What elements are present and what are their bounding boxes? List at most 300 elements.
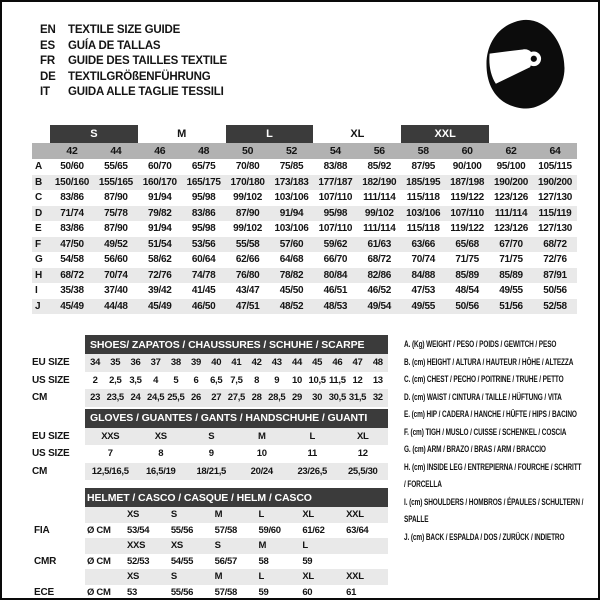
measure-value-cell: 50/60 (60, 161, 84, 173)
value-cell: XL (338, 428, 389, 446)
measure-value-cell: 182/190 (357, 175, 401, 191)
table-title-row (32, 335, 388, 354)
size-number-cell: 54 (313, 143, 357, 159)
table-title-row (32, 409, 388, 428)
gloves-size-table (32, 409, 388, 481)
measure-value-cell: 107/110 (318, 223, 353, 235)
value-cell (344, 538, 388, 554)
size-number-cell: 52 (270, 143, 314, 159)
value-cell: 59 (302, 555, 313, 567)
measurement-legend-list (404, 336, 584, 546)
value-cell: 8 (254, 374, 260, 386)
value-cell: 27 (206, 389, 226, 407)
measure-row-f (32, 237, 577, 253)
row-label: ECE (34, 586, 54, 598)
measure-value-cell: 57/60 (270, 237, 314, 253)
value-cell: 5 (173, 374, 179, 386)
measure-letter: H (32, 268, 50, 284)
measure-value-cell: 115/118 (406, 192, 440, 204)
measure-value-cell: 70/74 (411, 254, 435, 266)
accessory-tables (32, 335, 388, 600)
value-cell: 60 (302, 586, 313, 598)
value-cell: 31,5 (347, 389, 367, 407)
measure-letter: A (35, 161, 42, 173)
measure-value-cell: 55/65 (104, 161, 128, 173)
value-cell: XXS (85, 428, 136, 446)
measure-value-cell: 99/102 (233, 192, 262, 204)
measure-value-cell: 99/102 (357, 206, 401, 222)
legend-item-d: D. (cm) WAIST / CINTURA / TAILLE / HÜFTUNG / VITA (404, 391, 562, 402)
value-cell: 61/62 (302, 524, 325, 536)
measure-value-cell: 87/95 (411, 161, 435, 173)
size-group-l: L (226, 125, 314, 143)
measure-value-cell: 119/122 (450, 192, 484, 204)
value-cell: 26 (186, 389, 206, 407)
value-cell: 2 (92, 374, 98, 386)
measure-row-b (32, 175, 577, 191)
measure-value-cell: 187/198 (445, 175, 489, 191)
measure-value-cell: 83/86 (182, 206, 226, 222)
measure-value-cell: 49/55 (401, 299, 445, 315)
measure-value-cell: 76/80 (226, 268, 270, 284)
measure-value-cell: 80/84 (313, 268, 357, 284)
measure-value-cell: 63/66 (401, 237, 445, 253)
value-cell: 25,5/30 (338, 463, 389, 481)
measure-value-cell: 62/66 (235, 254, 260, 266)
measure-value-cell: 46/51 (323, 285, 348, 297)
size-number-cell: 50 (226, 143, 270, 159)
measure-value-cell: 84/88 (401, 268, 445, 284)
measure-row-h (32, 268, 577, 284)
value-cell: 46 (327, 354, 347, 372)
measure-value-cell: 74/78 (182, 268, 226, 284)
value-cell: XXS (125, 538, 169, 554)
measure-value-cell: 78/82 (270, 268, 314, 284)
measure-value-cell: 173/183 (270, 175, 314, 191)
size-group-row (32, 125, 577, 143)
value-cell: 36 (125, 354, 145, 372)
measure-value-cell: 35/38 (60, 285, 84, 297)
measure-value-cell: 95/100 (496, 161, 526, 173)
measure-value-cell: 127/130 (537, 223, 573, 235)
value-cell: 48 (368, 354, 388, 372)
measure-value-cell: 160/170 (138, 175, 182, 191)
row-label-spacer (32, 538, 85, 554)
language-code: FR (40, 55, 55, 67)
legend-item-c: C. (cm) CHEST / PECHO / POITRINE / TRUHE / PETTO (404, 374, 564, 384)
value-cell: 30 (307, 389, 327, 407)
page-header (2, 2, 598, 116)
measure-value-cell: 123/126 (493, 192, 529, 204)
measure-value-cell: 95/98 (191, 223, 216, 235)
value-cell: 2,5 (109, 374, 122, 386)
table-row (32, 354, 388, 372)
value-cell: S (169, 569, 213, 585)
value-cell: XXL (344, 569, 388, 585)
measure-value-cell: 68/72 (50, 268, 94, 284)
measure-value-cell: 47/50 (50, 237, 94, 253)
size-group-spacer (489, 125, 533, 143)
measure-letter: D (32, 206, 50, 222)
value-cell: 23 (85, 389, 105, 407)
row-label: EU SIZE (32, 430, 70, 442)
measure-value-cell: 58/62 (148, 254, 172, 266)
measure-value-cell: 65/68 (445, 237, 489, 253)
value-cell: M (213, 507, 257, 523)
measure-letter: J (32, 299, 50, 315)
value-cell: 10,5 (308, 374, 326, 386)
value-cell (85, 569, 125, 585)
value-cell: M (213, 569, 257, 585)
value-cell: 10 (256, 448, 267, 460)
table-row (32, 463, 388, 481)
measure-value-cell: 45/49 (138, 299, 182, 315)
measure-value-cell: 56/60 (104, 254, 128, 266)
value-cell: 16,5/19 (136, 463, 187, 481)
legend-item-e: E. (cm) HIP / CADERA / HANCHE / HÜFTE / HIPS / BACINO (404, 409, 577, 419)
measure-value-cell: 68/72 (533, 237, 577, 253)
value-cell: 9 (208, 448, 214, 460)
value-cell: L (256, 569, 300, 585)
measure-row-j (32, 299, 577, 315)
measure-value-cell: 111/114 (489, 206, 533, 222)
measure-value-cell: 72/76 (138, 268, 182, 284)
table-title: HELMET / CASCO / CASQUE / HELM / CASCO (85, 488, 388, 507)
measure-letter: F (32, 237, 50, 253)
measure-value-cell: 85/92 (367, 161, 392, 173)
legend-item-a: A. (Kg) WEIGHT / PESO / POIDS / GEWITCH / PESO (404, 339, 557, 349)
value-cell: 53/54 (127, 524, 150, 536)
measure-value-cell: 64/68 (279, 254, 304, 266)
table-title: GLOVES / GUANTES / GANTS / HANDSCHUHE / GUANTI (85, 409, 388, 428)
measure-value-cell: 70/80 (235, 161, 260, 173)
measure-value-cell: 47/53 (411, 285, 435, 297)
size-number-spacer (32, 143, 50, 159)
value-cell: 41 (226, 354, 246, 372)
helmet-icon-graphic (472, 12, 580, 116)
measure-value-cell: 48/53 (313, 299, 357, 315)
guide-title: TEXTILGRÖßENFÜHRUNG (68, 70, 211, 83)
language-row (40, 39, 227, 55)
size-number-cell: 46 (138, 143, 182, 159)
measure-value-cell: 83/88 (323, 161, 348, 173)
value-cell: 42 (247, 354, 267, 372)
measure-value-cell: 66/70 (323, 254, 348, 266)
row-label: US SIZE (32, 448, 70, 460)
measure-value-cell: 54/58 (60, 254, 84, 266)
title-spacer (32, 335, 85, 354)
value-cell: XS (136, 428, 187, 446)
table-title-row (32, 488, 388, 507)
value-cell: 61 (346, 586, 357, 598)
measure-value-cell: 50/56 (543, 285, 567, 297)
value-cell: XL (300, 569, 344, 585)
measure-value-cell: 91/94 (148, 192, 172, 204)
measure-value-cell: 44/48 (94, 299, 138, 315)
measure-value-cell: 91/94 (148, 223, 172, 235)
guide-title: GUIDA ALLE TAGLIE TESSILI (68, 86, 224, 98)
measure-value-cell: 82/86 (357, 268, 401, 284)
value-cell: 7 (107, 448, 113, 460)
measure-value-cell: 45/50 (279, 285, 304, 297)
measure-value-cell: 91/94 (270, 206, 314, 222)
value-cell: 7,5 (230, 374, 243, 386)
measure-row-g (32, 252, 577, 268)
size-number-cell: 60 (445, 143, 489, 159)
legend-item-j: J. (cm) BACK / ESPALDA / DOS / ZURÜCK / INDIETRO (404, 531, 565, 542)
language-title-list (40, 20, 227, 101)
table-title: SHOES/ ZAPATOS / CHAUSSURES / SCHUHE / SCARPE (85, 335, 388, 354)
value-cell: 57/58 (214, 586, 237, 598)
measure-value-cell: 115/118 (406, 223, 440, 235)
value-cell (85, 538, 125, 554)
measure-value-cell: 75/85 (279, 161, 304, 173)
measure-value-cell: 111/114 (363, 192, 396, 204)
measure-value-cell: 111/114 (363, 223, 396, 235)
value-cell: 63/64 (346, 524, 369, 536)
language-code: DE (40, 70, 56, 83)
measure-value-cell: 60/64 (191, 254, 216, 266)
legend-item-b: B. (cm) HEIGHT / ALTURA / HAUTEUR / HÖHE / ALTEZZA (404, 356, 574, 367)
measure-value-cell: 95/98 (313, 206, 357, 222)
measure-value-cell: 87/90 (104, 223, 128, 235)
value-cell: 8 (158, 448, 164, 460)
table-row (32, 585, 388, 600)
value-cell: 24,5 (146, 389, 166, 407)
measure-value-cell: 68/72 (367, 254, 392, 266)
measure-letter: G (35, 254, 43, 266)
value-cell: 12 (357, 448, 368, 460)
value-cell: 55/56 (170, 586, 194, 598)
language-code: EN (40, 24, 56, 36)
value-cell: 11,5 (328, 374, 346, 386)
measure-row-e (32, 221, 577, 237)
size-group-m: M (177, 128, 187, 140)
measure-value-cell: 59/62 (313, 237, 357, 253)
row-label: EU SIZE (32, 357, 70, 369)
value-cell: 12 (352, 374, 363, 386)
value-cell: 47 (347, 354, 367, 372)
language-row (40, 70, 227, 86)
value-cell: 43 (267, 354, 287, 372)
measure-value-cell: 105/115 (538, 161, 572, 173)
measure-value-cell: 41/45 (191, 285, 216, 297)
value-cell: 28,5 (267, 389, 287, 407)
value-cell: XS (169, 538, 213, 554)
row-label: CM (32, 465, 48, 477)
value-cell: 20/24 (237, 463, 288, 481)
value-cell: 58 (258, 555, 269, 567)
measure-value-cell: 70/74 (94, 268, 138, 284)
value-cell: 11 (307, 448, 317, 460)
value-cell: 53 (127, 586, 137, 598)
size-group-s: S (50, 125, 138, 143)
measure-value-cell: 50/56 (445, 299, 489, 315)
value-cell: 34 (85, 354, 105, 372)
row-label-spacer (32, 507, 85, 523)
language-row (40, 23, 227, 39)
measure-value-cell: 71/75 (499, 254, 523, 266)
measure-value-cell: 48/54 (455, 285, 479, 297)
value-cell: 10 (291, 374, 302, 386)
measure-row-c (32, 190, 577, 206)
size-number-cell: 58 (401, 143, 445, 159)
measure-value-cell: 103/106 (274, 192, 309, 204)
value-cell: S (186, 428, 237, 446)
value-cell: 40 (206, 354, 226, 372)
value-cell: 54/55 (170, 555, 194, 567)
measure-value-cell: 51/54 (138, 237, 182, 253)
table-row (32, 445, 388, 463)
title-spacer (32, 409, 85, 428)
row-label: US SIZE (32, 374, 70, 386)
measure-value-cell: 103/106 (274, 223, 309, 235)
value-cell: 23/26,5 (287, 463, 338, 481)
value-cell: S (169, 507, 213, 523)
measure-value-cell: 115/119 (533, 206, 577, 222)
measure-value-cell: 150/160 (50, 175, 94, 191)
value-cell: S (213, 538, 257, 554)
row-label: FIA (34, 524, 50, 536)
measure-value-cell: 123/126 (493, 223, 529, 235)
value-cell: XS (125, 569, 169, 585)
value-cell (85, 507, 125, 523)
racing-helmet-icon (472, 12, 580, 116)
size-number-cell: 44 (94, 143, 138, 159)
value-cell: 59/60 (258, 524, 281, 536)
size-group-xl: XL (350, 128, 365, 140)
measure-letter: I (35, 285, 38, 297)
size-number-cell: 48 (182, 143, 226, 159)
table-row (32, 389, 388, 407)
value-cell: 39 (186, 354, 206, 372)
value-cell: 13 (372, 374, 383, 386)
measure-value-cell: 190/200 (533, 175, 577, 191)
measure-value-cell: 43/47 (235, 285, 260, 297)
measure-value-cell: 103/106 (401, 206, 445, 222)
value-cell: 35 (105, 354, 125, 372)
value-cell: 3,5 (129, 374, 142, 386)
value-cell: XL (300, 507, 344, 523)
value-cell: 12,5/16,5 (85, 463, 136, 481)
row-label: CM (32, 392, 48, 404)
size-number-cell: 42 (50, 143, 94, 159)
measure-value-cell: 71/75 (455, 254, 479, 266)
value-cell: 30,5 (327, 389, 347, 407)
value-cell: 29 (287, 389, 307, 407)
value-cell: 23,5 (105, 389, 125, 407)
measure-value-cell: 67/70 (489, 237, 533, 253)
measure-value-cell: 53/56 (182, 237, 226, 253)
value-cell: 18/21,5 (186, 463, 237, 481)
guide-title: GUIDE DES TAILLES TEXTILE (68, 55, 227, 67)
value-cell: L (287, 428, 338, 446)
value-cell: 28 (247, 389, 267, 407)
measure-value-cell: 190/200 (489, 175, 533, 191)
measure-value-cell: 87/91 (533, 268, 577, 284)
row-label: CMR (34, 555, 57, 567)
table-row (32, 523, 388, 539)
table-row (32, 372, 388, 390)
textile-size-table (32, 125, 577, 314)
measure-row-i (32, 283, 577, 299)
shoes-size-table (32, 335, 388, 407)
measure-value-cell: 155/165 (94, 175, 138, 191)
language-code: ES (40, 39, 55, 52)
measure-value-cell: 119/122 (450, 223, 484, 235)
measure-value-cell: 79/82 (138, 206, 182, 222)
legend-item-h: H. (cm) INSIDE LEG / ENTREPIERNA / FOURCHE / SCHRITT / FORCELLA (404, 461, 582, 489)
value-cell: 45 (307, 354, 327, 372)
measure-value-cell: 87/90 (104, 192, 128, 204)
row-label-spacer (32, 569, 85, 585)
language-row (40, 54, 227, 70)
size-number-cell: 62 (489, 143, 533, 159)
table-row (32, 507, 388, 523)
measure-value-cell: 90/100 (452, 161, 482, 173)
size-group-xxl: XXL (401, 125, 489, 143)
measure-value-cell: 99/102 (233, 223, 262, 235)
value-cell: 57/58 (214, 524, 237, 536)
value-cell: M (256, 538, 300, 554)
value-cell: 56/57 (214, 555, 237, 567)
measure-value-cell: 185/195 (401, 175, 445, 191)
measure-value-cell: 107/110 (318, 192, 353, 204)
measure-value-cell: 60/70 (148, 161, 172, 173)
helmet-size-table (32, 488, 388, 600)
size-number-cell: 64 (533, 143, 577, 159)
value-cell: 9 (274, 374, 280, 386)
value-cell (344, 554, 388, 570)
measure-value-cell: 65/75 (191, 161, 216, 173)
measure-value-cell: 83/86 (60, 192, 84, 204)
measure-value-cell: 39/42 (148, 285, 172, 297)
measure-value-cell: 37/40 (104, 285, 128, 297)
measure-value-cell: 47/51 (226, 299, 270, 315)
measure-value-cell: 95/98 (191, 192, 216, 204)
legend-item-g: G. (cm) ARM / BRAZO / BRAS / ARM / BRACCIO (404, 444, 546, 454)
measure-letter: B (32, 175, 50, 191)
value-cell: 6 (193, 374, 199, 386)
measure-letter: C (35, 192, 42, 204)
value-cell: 38 (166, 354, 186, 372)
legend-item-i: I. (cm) SHOULDERS / HOMBROS / ÉPAULES / SCHULTERN / SPALLE (404, 496, 584, 524)
measure-value-cell: 52/58 (533, 299, 577, 315)
measure-value-cell: 165/175 (182, 175, 226, 191)
title-spacer (32, 488, 85, 507)
language-row (40, 85, 227, 101)
measure-row-a (32, 159, 577, 175)
size-number-row (32, 143, 577, 159)
measure-value-cell: 61/63 (357, 237, 401, 253)
measure-value-cell: 46/52 (367, 285, 392, 297)
measure-value-cell: 51/56 (489, 299, 533, 315)
measure-value-cell: 49/54 (357, 299, 401, 315)
measure-value-cell: 85/89 (445, 268, 489, 284)
value-cell: Ø CM (87, 524, 111, 536)
table-row (32, 538, 388, 554)
value-cell: XS (125, 507, 169, 523)
value-cell: 59 (258, 586, 269, 598)
value-cell: M (237, 428, 288, 446)
value-cell: L (256, 507, 300, 523)
measure-value-cell: 177/187 (313, 175, 357, 191)
table-row (32, 569, 388, 585)
value-cell: 6,5 (210, 374, 223, 386)
measure-value-cell: 49/55 (499, 285, 523, 297)
value-cell: Ø CM (87, 555, 111, 567)
guide-title: GUÍA DE TALLAS (68, 39, 161, 52)
